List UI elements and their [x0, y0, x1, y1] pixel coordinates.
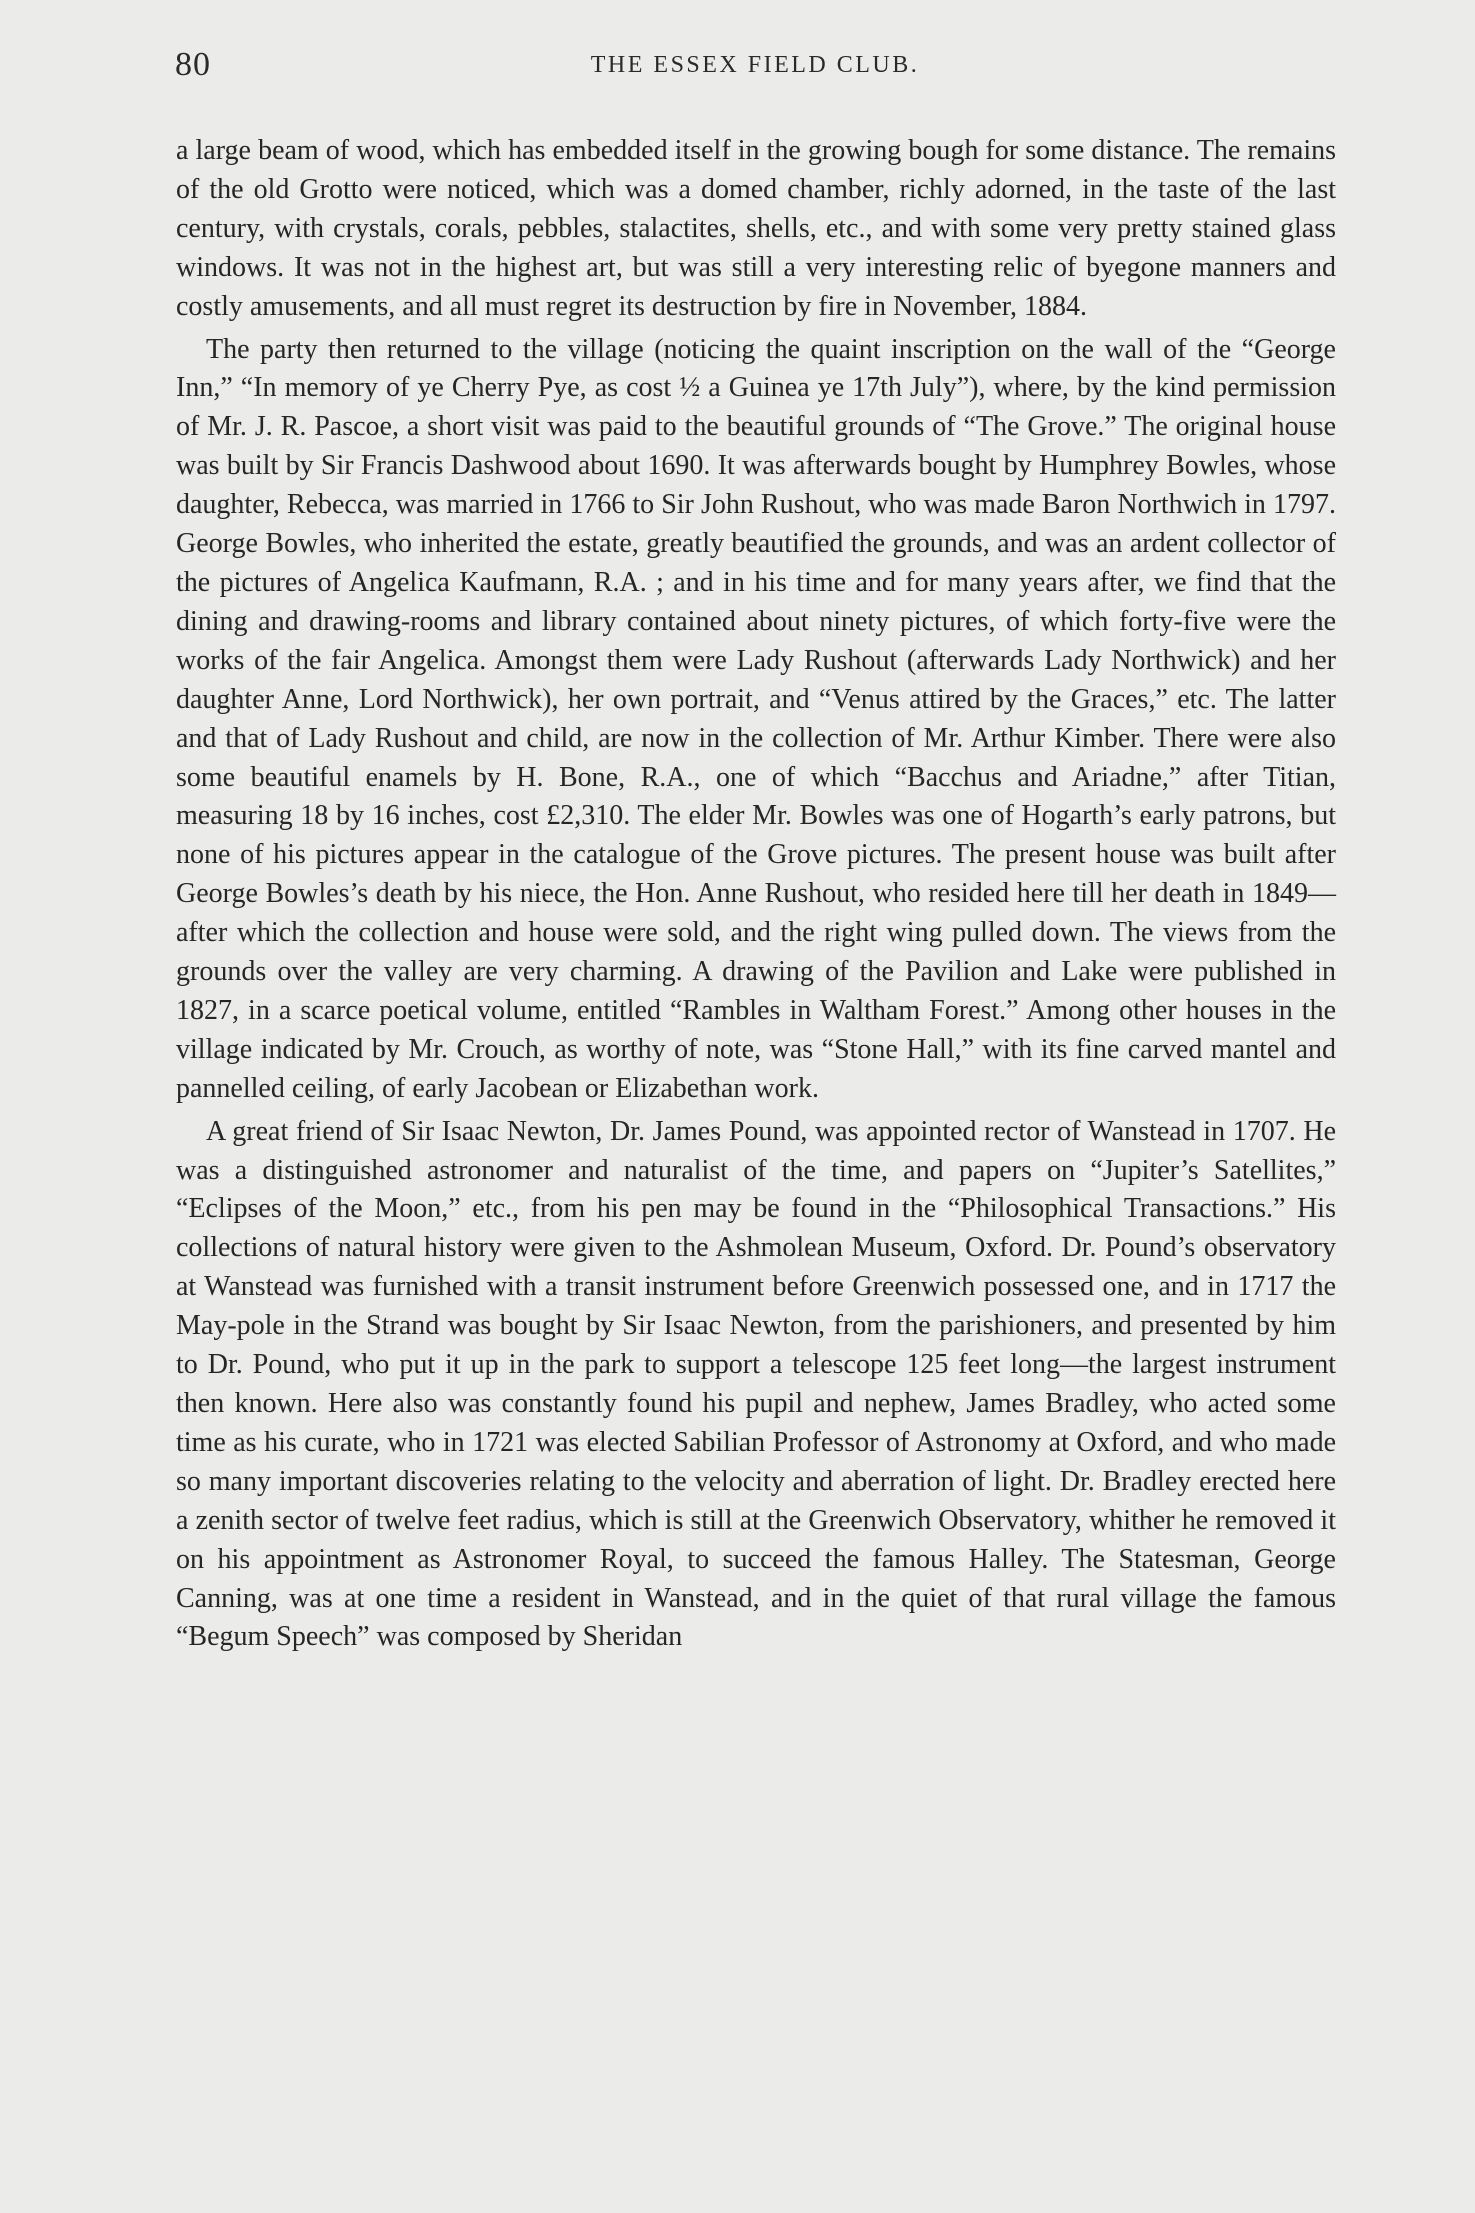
body-text	[176, 132, 1336, 1661]
running-head: THE ESSEX FIELD CLUB.	[590, 52, 920, 78]
paragraph-1: a large beam of wood, which has embedded itself in the growing bough for some distance. The remains of the old Grotto were noticed, which was a domed chamber, richly adorned, in the taste of the last century, with crystals, corals, pebbles, stalactites, shells, etc., and with some very pretty stained glass windows. It was not in the highest art, but was still a very interesting relic of byegone manners and costly amusements, and all must regret its destruction by fire in November, 1884.	[176, 135, 1336, 322]
paragraph-3: A great friend of Sir Isaac Newton, Dr. James Pound, was appointed rector of Wanstead in 1707. He was a distinguished astronomer and naturalist of the time, and papers on “Jupiter’s Satellites,” “Eclipses of the Moon,” etc., from his pen may be found in the “Philosophical Transactions.” His collections of natural history were given to the Ashmolean Museum, Oxford. Dr. Pound’s observatory at Wanstead was furnished with a transit instrument before Greenwich possessed one, and in 1717 the May-pole in the Strand was bought by Sir Isaac Newton, from the parishioners, and presented by him to Dr. Pound, who put it up in the park to support a telescope 125 feet long—the largest instrument then known. Here also was constantly found his pupil and nephew, James Bradley, who acted some time as his curate, who in 1721 was elected Sabilian Professor of Astronomy at Oxford, and who made so many important discoveries relating to the velocity and aberration of light. Dr. Bradley erected here a zenith sector of twelve feet radius, which is still at the Greenwich Observatory, whither he removed it on his appointment as Astronomer Royal, to succeed the famous Halley. The Statesman, George Canning, was at one time a resident in Wanstead, and in the quiet of that rural village the famous “Begum Speech” was composed by Sheridan	[176, 1115, 1336, 1653]
paragraph-2: The party then returned to the village (noticing the quaint inscription on the wall of the “George Inn,” “In memory of ye Cherry Pye, as cost ½ a Guinea ye 17th July”), where, by the kind permission of Mr. J. R. Pascoe, a short visit was paid to the beautiful grounds of “The Grove.” The original house was built by Sir Francis Dashwood about 1690. It was afterwards bought by Humphrey Bowles, whose daughter, Rebecca, was married in 1766 to Sir John Rushout, who was made Baron Northwich in 1797. George Bowles, who inherited the estate, greatly beautified the grounds, and was an ardent collector of the pictures of Angelica Kaufmann, R.A. ; and in his time and for many years after, we find that the dining and drawing-rooms and library contained about ninety pictures, of which forty-five were the works of the fair Angelica. Amongst them were Lady Rushout (afterwards Lady Northwick) and her daughter Anne, Lord Northwick), her own portrait, and “Venus attired by the Graces,” etc. The latter and that of Lady Rushout and child, are now in the collection of Mr. Arthur Kimber. There were also some beautiful enamels by H. Bone, R.A., one of which “Bacchus and Ariadne,” after Titian, measuring 18 by 16 inches, cost £2,310. The elder Mr. Bowles was one of Hogarth’s early patrons, but none of his pictures appear in the catalogue of the Grove pictures. The present house was built after George Bowles’s death by his niece, the Hon. Anne Rushout, who resided here till her death in 1849—after which the collection and house were sold, and the right wing pulled down. The views from the grounds over the valley are very charming. A drawing of the Pavilion and Lake were published in 1827, in a scarce poetical volume, entitled “Rambles in Waltham Forest.” Among other houses in the village indicated by Mr. Crouch, as worthy of note, was “Stone Hall,” with its fine carved mantel and pannelled ceiling, of early Jacobean or Elizabethan work.	[176, 333, 1336, 1104]
page-number: 80	[175, 46, 211, 83]
page-header	[175, 46, 1335, 86]
